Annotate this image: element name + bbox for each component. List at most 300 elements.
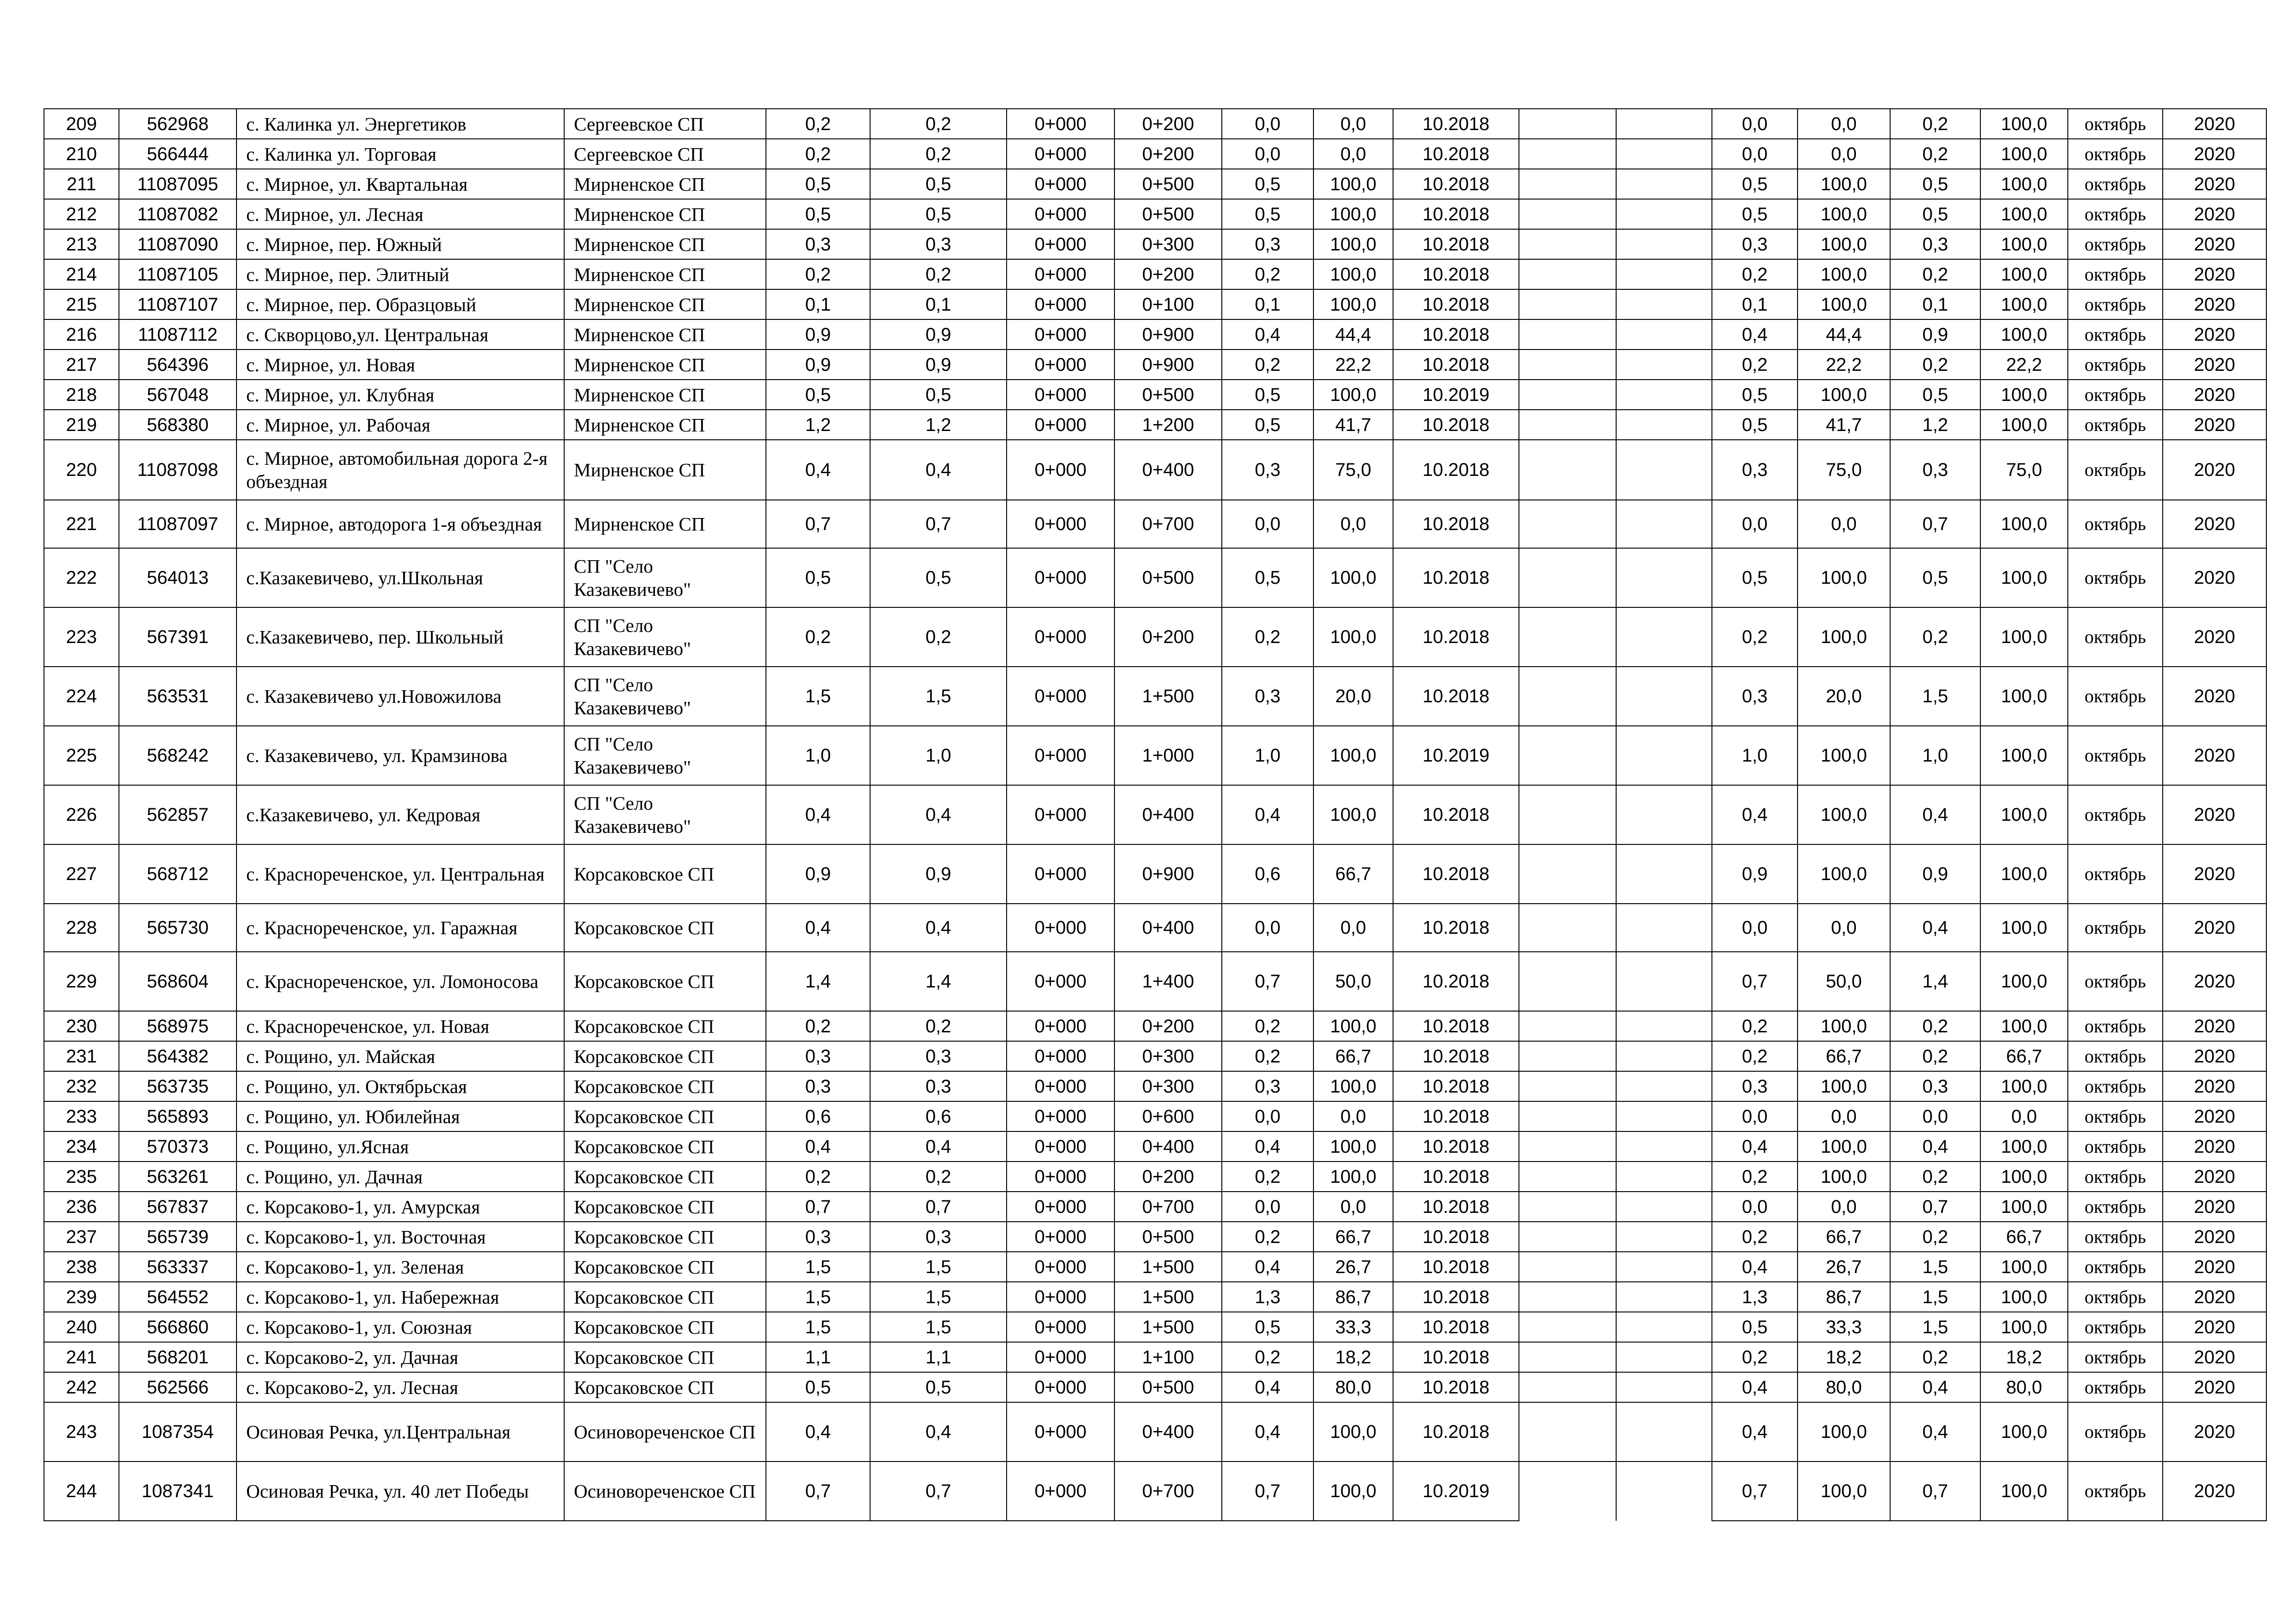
cell-end-km: 0+200 bbox=[1114, 607, 1222, 667]
cell-date: 10.2018 bbox=[1393, 1011, 1519, 1041]
cell-row-number: 236 bbox=[44, 1192, 119, 1222]
table-row bbox=[44, 844, 2266, 904]
cell-road-id: 1087341 bbox=[119, 1462, 236, 1521]
cell-done-length: 0,5 bbox=[1222, 410, 1313, 440]
cell-blank-b bbox=[1616, 289, 1712, 319]
cell-year: 2020 bbox=[2163, 500, 2266, 548]
cell-year: 2020 bbox=[2163, 1011, 2266, 1041]
cell-done-length: 1,3 bbox=[1222, 1282, 1313, 1312]
cell-length-total: 0,3 bbox=[870, 1071, 1007, 1101]
cell-start-km: 0+000 bbox=[1007, 1011, 1114, 1041]
table-row bbox=[44, 607, 2266, 667]
cell-end-km: 0+200 bbox=[1114, 139, 1222, 169]
cell-plan-percent: 100,0 bbox=[1980, 548, 2068, 607]
cell-actual-length: 0,3 bbox=[1712, 229, 1798, 259]
cell-road-id: 566860 bbox=[119, 1312, 236, 1342]
cell-row-number: 242 bbox=[44, 1372, 119, 1402]
cell-blank-a bbox=[1519, 1252, 1616, 1282]
cell-actual-length: 0,2 bbox=[1712, 1041, 1798, 1071]
cell-plan-length: 0,1 bbox=[1890, 289, 1980, 319]
cell-length: 1,4 bbox=[766, 952, 870, 1011]
cell-actual-percent: 100,0 bbox=[1798, 259, 1890, 289]
cell-road-id: 568380 bbox=[119, 410, 236, 440]
cell-done-length: 0,7 bbox=[1222, 1462, 1313, 1521]
cell-month: октябрь bbox=[2068, 952, 2163, 1011]
cell-road-id: 1087354 bbox=[119, 1402, 236, 1462]
cell-done-length: 0,5 bbox=[1222, 380, 1313, 410]
cell-actual-percent: 0,0 bbox=[1798, 139, 1890, 169]
cell-road-name: с. Мирное, автодорога 1-я объездная bbox=[236, 500, 564, 548]
cell-month: октябрь bbox=[2068, 410, 2163, 440]
cell-settlement: Корсаковское СП bbox=[564, 1282, 766, 1312]
cell-done-percent: 44,4 bbox=[1313, 319, 1393, 350]
cell-blank-a bbox=[1519, 199, 1616, 229]
cell-done-percent: 22,2 bbox=[1313, 350, 1393, 380]
table-row bbox=[44, 1011, 2266, 1041]
cell-blank-b bbox=[1616, 139, 1712, 169]
cell-length: 0,2 bbox=[766, 139, 870, 169]
cell-end-km: 1+500 bbox=[1114, 1252, 1222, 1282]
table-row bbox=[44, 1222, 2266, 1252]
cell-year: 2020 bbox=[2163, 548, 2266, 607]
cell-date: 10.2018 bbox=[1393, 169, 1519, 199]
cell-end-km: 0+700 bbox=[1114, 1192, 1222, 1222]
cell-blank-a bbox=[1519, 440, 1616, 500]
cell-settlement: Мирненское СП bbox=[564, 199, 766, 229]
cell-done-length: 0,1 bbox=[1222, 289, 1313, 319]
cell-plan-percent: 22,2 bbox=[1980, 350, 2068, 380]
cell-plan-percent: 100,0 bbox=[1980, 904, 2068, 952]
cell-length: 0,1 bbox=[766, 289, 870, 319]
table-row bbox=[44, 229, 2266, 259]
cell-length: 0,6 bbox=[766, 1101, 870, 1131]
cell-end-km: 0+500 bbox=[1114, 380, 1222, 410]
cell-blank-b bbox=[1616, 440, 1712, 500]
cell-plan-length: 0,5 bbox=[1890, 199, 1980, 229]
cell-done-percent: 66,7 bbox=[1313, 844, 1393, 904]
cell-start-km: 0+000 bbox=[1007, 1162, 1114, 1192]
cell-start-km: 0+000 bbox=[1007, 1252, 1114, 1282]
cell-road-name: с. Корсаково-1, ул. Восточная bbox=[236, 1222, 564, 1252]
cell-road-id: 567391 bbox=[119, 607, 236, 667]
cell-done-percent: 0,0 bbox=[1313, 139, 1393, 169]
cell-length-total: 0,5 bbox=[870, 548, 1007, 607]
cell-blank-b bbox=[1616, 844, 1712, 904]
cell-plan-percent: 66,7 bbox=[1980, 1041, 2068, 1071]
cell-year: 2020 bbox=[2163, 667, 2266, 726]
cell-done-length: 0,2 bbox=[1222, 1342, 1313, 1372]
cell-date: 10.2019 bbox=[1393, 726, 1519, 785]
cell-row-number: 231 bbox=[44, 1041, 119, 1071]
cell-length: 0,3 bbox=[766, 1222, 870, 1252]
cell-settlement: Мирненское СП bbox=[564, 410, 766, 440]
cell-date: 10.2018 bbox=[1393, 500, 1519, 548]
cell-settlement: Корсаковское СП bbox=[564, 1342, 766, 1372]
cell-settlement: СП "Село Казакевичево" bbox=[564, 548, 766, 607]
cell-plan-percent: 100,0 bbox=[1980, 139, 2068, 169]
cell-actual-length: 0,0 bbox=[1712, 1192, 1798, 1222]
cell-length: 0,4 bbox=[766, 1402, 870, 1462]
cell-month: октябрь bbox=[2068, 229, 2163, 259]
cell-plan-percent: 100,0 bbox=[1980, 1192, 2068, 1222]
cell-start-km: 0+000 bbox=[1007, 607, 1114, 667]
table-row bbox=[44, 199, 2266, 229]
cell-year: 2020 bbox=[2163, 844, 2266, 904]
cell-length: 0,9 bbox=[766, 844, 870, 904]
cell-length: 0,2 bbox=[766, 1162, 870, 1192]
cell-start-km: 0+000 bbox=[1007, 1131, 1114, 1162]
cell-plan-percent: 100,0 bbox=[1980, 1312, 2068, 1342]
cell-length-total: 0,3 bbox=[870, 1222, 1007, 1252]
cell-blank-b bbox=[1616, 229, 1712, 259]
cell-road-name: с. Корсаково-1, ул. Амурская bbox=[236, 1192, 564, 1222]
cell-blank-b bbox=[1616, 1252, 1712, 1282]
cell-length-total: 1,5 bbox=[870, 1252, 1007, 1282]
cell-row-number: 240 bbox=[44, 1312, 119, 1342]
cell-done-length: 0,4 bbox=[1222, 1402, 1313, 1462]
cell-year: 2020 bbox=[2163, 139, 2266, 169]
cell-actual-percent: 100,0 bbox=[1798, 169, 1890, 199]
cell-start-km: 0+000 bbox=[1007, 500, 1114, 548]
cell-start-km: 0+000 bbox=[1007, 229, 1114, 259]
cell-blank-b bbox=[1616, 1131, 1712, 1162]
cell-road-name: с. Корсаково-1, ул. Зеленая bbox=[236, 1252, 564, 1282]
cell-date: 10.2018 bbox=[1393, 1342, 1519, 1372]
cell-end-km: 0+200 bbox=[1114, 259, 1222, 289]
table-row bbox=[44, 410, 2266, 440]
cell-length-total: 0,5 bbox=[870, 169, 1007, 199]
cell-road-name: с. Мирное, автомобильная дорога 2-я объездная bbox=[236, 440, 564, 500]
cell-length-total: 1,2 bbox=[870, 410, 1007, 440]
cell-done-percent: 0,0 bbox=[1313, 1101, 1393, 1131]
cell-settlement: Корсаковское СП bbox=[564, 1192, 766, 1222]
cell-end-km: 1+100 bbox=[1114, 1342, 1222, 1372]
cell-actual-percent: 33,3 bbox=[1798, 1312, 1890, 1342]
cell-plan-length: 0,2 bbox=[1890, 139, 1980, 169]
cell-settlement: Мирненское СП bbox=[564, 500, 766, 548]
cell-done-percent: 100,0 bbox=[1313, 607, 1393, 667]
cell-length-total: 0,2 bbox=[870, 109, 1007, 139]
cell-year: 2020 bbox=[2163, 1192, 2266, 1222]
cell-done-percent: 100,0 bbox=[1313, 548, 1393, 607]
cell-blank-a bbox=[1519, 1462, 1616, 1521]
cell-length: 1,5 bbox=[766, 1282, 870, 1312]
cell-blank-b bbox=[1616, 319, 1712, 350]
cell-row-number: 221 bbox=[44, 500, 119, 548]
cell-plan-length: 0,4 bbox=[1890, 785, 1980, 844]
cell-plan-percent: 100,0 bbox=[1980, 319, 2068, 350]
cell-year: 2020 bbox=[2163, 289, 2266, 319]
cell-plan-length: 1,5 bbox=[1890, 667, 1980, 726]
cell-road-id: 567048 bbox=[119, 380, 236, 410]
cell-road-id: 564552 bbox=[119, 1282, 236, 1312]
cell-month: октябрь bbox=[2068, 319, 2163, 350]
cell-row-number: 224 bbox=[44, 667, 119, 726]
cell-road-id: 11087082 bbox=[119, 199, 236, 229]
cell-length-total: 0,9 bbox=[870, 319, 1007, 350]
cell-length-total: 0,2 bbox=[870, 259, 1007, 289]
cell-date: 10.2018 bbox=[1393, 139, 1519, 169]
cell-year: 2020 bbox=[2163, 169, 2266, 199]
cell-blank-a bbox=[1519, 1402, 1616, 1462]
cell-plan-percent: 100,0 bbox=[1980, 1131, 2068, 1162]
cell-year: 2020 bbox=[2163, 109, 2266, 139]
cell-blank-a bbox=[1519, 1162, 1616, 1192]
cell-length: 1,5 bbox=[766, 1252, 870, 1282]
cell-length-total: 0,3 bbox=[870, 229, 1007, 259]
cell-year: 2020 bbox=[2163, 410, 2266, 440]
cell-plan-length: 0,2 bbox=[1890, 1041, 1980, 1071]
cell-length: 0,5 bbox=[766, 169, 870, 199]
cell-done-length: 1,0 bbox=[1222, 726, 1313, 785]
table-row bbox=[44, 1462, 2266, 1521]
cell-month: октябрь bbox=[2068, 109, 2163, 139]
cell-actual-percent: 100,0 bbox=[1798, 1462, 1890, 1521]
cell-blank-b bbox=[1616, 548, 1712, 607]
cell-month: октябрь bbox=[2068, 1252, 2163, 1282]
cell-month: октябрь bbox=[2068, 1462, 2163, 1521]
cell-end-km: 0+900 bbox=[1114, 319, 1222, 350]
cell-length-total: 0,9 bbox=[870, 844, 1007, 904]
cell-start-km: 0+000 bbox=[1007, 289, 1114, 319]
cell-start-km: 0+000 bbox=[1007, 785, 1114, 844]
cell-length: 0,2 bbox=[766, 607, 870, 667]
cell-done-percent: 0,0 bbox=[1313, 109, 1393, 139]
table-row bbox=[44, 667, 2266, 726]
cell-road-id: 564382 bbox=[119, 1041, 236, 1071]
cell-blank-b bbox=[1616, 1462, 1712, 1521]
cell-start-km: 0+000 bbox=[1007, 1282, 1114, 1312]
cell-blank-b bbox=[1616, 380, 1712, 410]
table-row bbox=[44, 440, 2266, 500]
cell-length: 1,2 bbox=[766, 410, 870, 440]
cell-row-number: 230 bbox=[44, 1011, 119, 1041]
table-row bbox=[44, 1342, 2266, 1372]
cell-road-id: 565730 bbox=[119, 904, 236, 952]
cell-date: 10.2018 bbox=[1393, 844, 1519, 904]
cell-blank-a bbox=[1519, 109, 1616, 139]
table-row bbox=[44, 169, 2266, 199]
cell-date: 10.2018 bbox=[1393, 1372, 1519, 1402]
cell-date: 10.2018 bbox=[1393, 1222, 1519, 1252]
cell-length-total: 0,6 bbox=[870, 1101, 1007, 1131]
cell-plan-percent: 100,0 bbox=[1980, 259, 2068, 289]
table-row bbox=[44, 904, 2266, 952]
cell-blank-a bbox=[1519, 380, 1616, 410]
cell-done-percent: 100,0 bbox=[1313, 289, 1393, 319]
cell-settlement: Корсаковское СП bbox=[564, 1101, 766, 1131]
cell-done-length: 0,4 bbox=[1222, 785, 1313, 844]
cell-plan-percent: 100,0 bbox=[1980, 1282, 2068, 1312]
cell-done-length: 0,2 bbox=[1222, 1222, 1313, 1252]
cell-plan-percent: 100,0 bbox=[1980, 380, 2068, 410]
cell-road-id: 565739 bbox=[119, 1222, 236, 1252]
cell-road-name: с. Мирное, пер. Образцовый bbox=[236, 289, 564, 319]
cell-done-percent: 20,0 bbox=[1313, 667, 1393, 726]
cell-length-total: 0,9 bbox=[870, 350, 1007, 380]
cell-year: 2020 bbox=[2163, 380, 2266, 410]
cell-row-number: 243 bbox=[44, 1402, 119, 1462]
cell-year: 2020 bbox=[2163, 726, 2266, 785]
cell-actual-percent: 100,0 bbox=[1798, 548, 1890, 607]
cell-plan-length: 0,0 bbox=[1890, 1101, 1980, 1131]
cell-road-name: с. Рощино, ул. Юбилейная bbox=[236, 1101, 564, 1131]
cell-done-percent: 66,7 bbox=[1313, 1041, 1393, 1071]
cell-plan-length: 1,2 bbox=[1890, 410, 1980, 440]
cell-plan-length: 1,5 bbox=[1890, 1282, 1980, 1312]
cell-plan-length: 0,5 bbox=[1890, 380, 1980, 410]
cell-road-name: с. Краснореченское, ул. Гаражная bbox=[236, 904, 564, 952]
cell-plan-percent: 100,0 bbox=[1980, 289, 2068, 319]
cell-date: 10.2018 bbox=[1393, 199, 1519, 229]
cell-length-total: 0,5 bbox=[870, 199, 1007, 229]
table-row bbox=[44, 289, 2266, 319]
cell-done-percent: 100,0 bbox=[1313, 229, 1393, 259]
cell-end-km: 0+300 bbox=[1114, 229, 1222, 259]
cell-actual-length: 1,3 bbox=[1712, 1282, 1798, 1312]
cell-road-id: 568975 bbox=[119, 1011, 236, 1041]
cell-blank-b bbox=[1616, 500, 1712, 548]
cell-date: 10.2018 bbox=[1393, 785, 1519, 844]
cell-end-km: 0+500 bbox=[1114, 1372, 1222, 1402]
cell-road-id: 11087112 bbox=[119, 319, 236, 350]
cell-date: 10.2018 bbox=[1393, 1131, 1519, 1162]
cell-done-length: 0,2 bbox=[1222, 1041, 1313, 1071]
cell-done-length: 0,2 bbox=[1222, 607, 1313, 667]
cell-plan-percent: 100,0 bbox=[1980, 952, 2068, 1011]
cell-done-length: 0,0 bbox=[1222, 904, 1313, 952]
cell-actual-percent: 100,0 bbox=[1798, 1071, 1890, 1101]
cell-done-percent: 33,3 bbox=[1313, 1312, 1393, 1342]
cell-road-name: с. Мирное, ул. Квартальная bbox=[236, 169, 564, 199]
cell-actual-length: 0,2 bbox=[1712, 1342, 1798, 1372]
cell-end-km: 0+200 bbox=[1114, 109, 1222, 139]
cell-done-percent: 50,0 bbox=[1313, 952, 1393, 1011]
cell-road-id: 11087095 bbox=[119, 169, 236, 199]
cell-actual-percent: 66,7 bbox=[1798, 1222, 1890, 1252]
cell-length-total: 0,1 bbox=[870, 289, 1007, 319]
cell-plan-percent: 100,0 bbox=[1980, 199, 2068, 229]
cell-year: 2020 bbox=[2163, 1252, 2266, 1282]
cell-row-number: 233 bbox=[44, 1101, 119, 1131]
cell-road-id: 563531 bbox=[119, 667, 236, 726]
cell-length-total: 1,4 bbox=[870, 952, 1007, 1011]
cell-blank-b bbox=[1616, 350, 1712, 380]
cell-settlement: Корсаковское СП bbox=[564, 1041, 766, 1071]
cell-length-total: 0,4 bbox=[870, 785, 1007, 844]
cell-actual-length: 0,0 bbox=[1712, 1101, 1798, 1131]
cell-road-name: с. Скворцово,ул. Центральная bbox=[236, 319, 564, 350]
cell-year: 2020 bbox=[2163, 1342, 2266, 1372]
cell-done-percent: 86,7 bbox=[1313, 1282, 1393, 1312]
cell-length-total: 0,2 bbox=[870, 607, 1007, 667]
cell-year: 2020 bbox=[2163, 1101, 2266, 1131]
cell-done-length: 0,0 bbox=[1222, 109, 1313, 139]
cell-done-percent: 26,7 bbox=[1313, 1252, 1393, 1282]
cell-done-percent: 0,0 bbox=[1313, 1192, 1393, 1222]
cell-plan-length: 0,3 bbox=[1890, 1071, 1980, 1101]
cell-actual-length: 0,2 bbox=[1712, 1162, 1798, 1192]
cell-done-length: 0,2 bbox=[1222, 1011, 1313, 1041]
cell-row-number: 219 bbox=[44, 410, 119, 440]
cell-blank-a bbox=[1519, 785, 1616, 844]
cell-done-percent: 100,0 bbox=[1313, 1071, 1393, 1101]
table-row bbox=[44, 1131, 2266, 1162]
cell-length-total: 1,5 bbox=[870, 1312, 1007, 1342]
cell-month: октябрь bbox=[2068, 289, 2163, 319]
cell-year: 2020 bbox=[2163, 785, 2266, 844]
cell-month: октябрь bbox=[2068, 785, 2163, 844]
cell-plan-length: 1,4 bbox=[1890, 952, 1980, 1011]
cell-length: 0,9 bbox=[766, 319, 870, 350]
cell-date: 10.2018 bbox=[1393, 1252, 1519, 1282]
cell-road-name: Осиновая Речка, ул.Центральная bbox=[236, 1402, 564, 1462]
cell-actual-length: 0,5 bbox=[1712, 199, 1798, 229]
cell-length: 0,7 bbox=[766, 500, 870, 548]
cell-settlement: Корсаковское СП bbox=[564, 1071, 766, 1101]
cell-actual-percent: 80,0 bbox=[1798, 1372, 1890, 1402]
cell-row-number: 213 bbox=[44, 229, 119, 259]
cell-actual-percent: 0,0 bbox=[1798, 109, 1890, 139]
cell-month: октябрь bbox=[2068, 1011, 2163, 1041]
table-row bbox=[44, 785, 2266, 844]
cell-plan-percent: 100,0 bbox=[1980, 1402, 2068, 1462]
cell-date: 10.2018 bbox=[1393, 952, 1519, 1011]
cell-row-number: 237 bbox=[44, 1222, 119, 1252]
cell-plan-percent: 100,0 bbox=[1980, 1462, 2068, 1521]
cell-month: октябрь bbox=[2068, 607, 2163, 667]
cell-end-km: 0+600 bbox=[1114, 1101, 1222, 1131]
cell-row-number: 244 bbox=[44, 1462, 119, 1521]
cell-month: октябрь bbox=[2068, 726, 2163, 785]
cell-actual-length: 0,1 bbox=[1712, 289, 1798, 319]
cell-length-total: 0,5 bbox=[870, 1372, 1007, 1402]
cell-actual-percent: 66,7 bbox=[1798, 1041, 1890, 1071]
cell-year: 2020 bbox=[2163, 440, 2266, 500]
cell-blank-b bbox=[1616, 259, 1712, 289]
cell-actual-percent: 100,0 bbox=[1798, 199, 1890, 229]
table-row bbox=[44, 1312, 2266, 1342]
cell-month: октябрь bbox=[2068, 1312, 2163, 1342]
cell-blank-a bbox=[1519, 844, 1616, 904]
cell-length: 1,0 bbox=[766, 726, 870, 785]
table-row bbox=[44, 548, 2266, 607]
cell-date: 10.2018 bbox=[1393, 319, 1519, 350]
table-row bbox=[44, 1402, 2266, 1462]
cell-actual-percent: 20,0 bbox=[1798, 667, 1890, 726]
cell-done-percent: 100,0 bbox=[1313, 259, 1393, 289]
cell-actual-length: 0,4 bbox=[1712, 1402, 1798, 1462]
cell-actual-length: 0,4 bbox=[1712, 1131, 1798, 1162]
cell-settlement: СП "Село Казакевичево" bbox=[564, 607, 766, 667]
cell-row-number: 210 bbox=[44, 139, 119, 169]
cell-done-length: 0,3 bbox=[1222, 440, 1313, 500]
cell-actual-percent: 100,0 bbox=[1798, 607, 1890, 667]
cell-row-number: 235 bbox=[44, 1162, 119, 1192]
cell-end-km: 0+700 bbox=[1114, 1462, 1222, 1521]
cell-row-number: 217 bbox=[44, 350, 119, 380]
table-row bbox=[44, 1192, 2266, 1222]
cell-blank-b bbox=[1616, 785, 1712, 844]
cell-done-length: 0,5 bbox=[1222, 1312, 1313, 1342]
cell-settlement: Мирненское СП bbox=[564, 169, 766, 199]
cell-length-total: 0,4 bbox=[870, 1131, 1007, 1162]
cell-start-km: 0+000 bbox=[1007, 952, 1114, 1011]
cell-blank-b bbox=[1616, 169, 1712, 199]
cell-row-number: 229 bbox=[44, 952, 119, 1011]
cell-settlement: Корсаковское СП bbox=[564, 1312, 766, 1342]
cell-start-km: 0+000 bbox=[1007, 199, 1114, 229]
